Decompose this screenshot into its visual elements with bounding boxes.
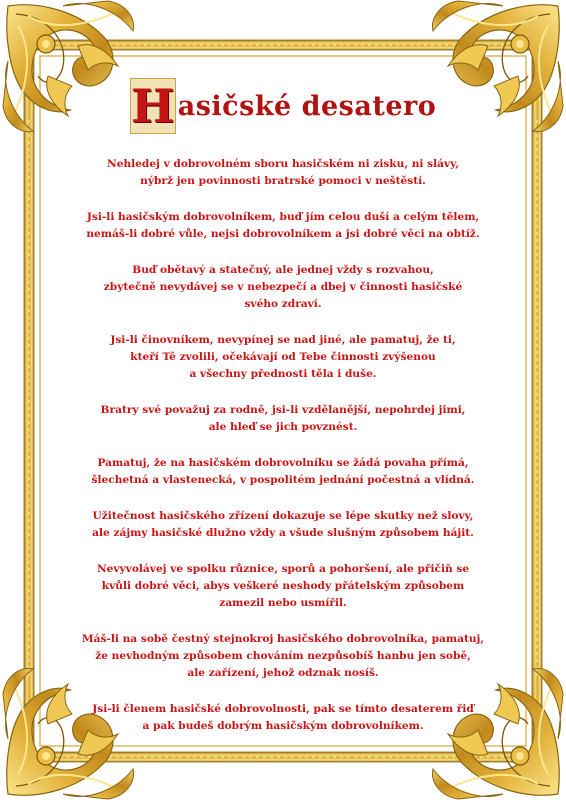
commandment-line: zamezil nebo usmířil.: [219, 597, 347, 609]
commandment-4: [70, 332, 496, 383]
commandment-line: kteří Tě zvolili, očekávají od Tebe činnosti zvýšenou: [130, 351, 436, 363]
commandment-line: že nevhodným způsobem chováním nezpůsobíš hanbu jen sobě,: [95, 650, 471, 662]
commandment-3: [70, 262, 496, 313]
commandment-line: šlechetná a vlastenecká, v pospolitém jednání počestná a vlídná.: [91, 474, 475, 486]
commandment-line: Nehledej v dobrovolném sboru hasičském ni zisku, ni slávy,: [107, 158, 459, 170]
commandment-5: [70, 402, 496, 436]
title-text: asičské desatero: [177, 90, 437, 122]
commandment-line: ale hleď se jich povznést.: [208, 421, 358, 433]
commandment-9: [70, 631, 496, 682]
commandment-line: Buď obětavý a statečný, ale jednej vždy s rozvahou,: [132, 264, 434, 276]
commandment-line: nýbrž jen povinnosti bratrské pomoci v neštěstí.: [140, 175, 426, 187]
commandment-line: Máš-li na sobě čestný stejnokroj hasičského dobrovolníka, pamatuj,: [81, 633, 485, 645]
title-initial-box: [130, 78, 176, 134]
commandment-line: Bratry své považuj za rodně, jsi-li vzdělanější, nepohrdej jimi,: [100, 404, 466, 416]
commandment-line: a pak budeš dobrým hasičským dobrovolníkem.: [142, 720, 424, 732]
commandment-line: kvůli dobré věci, abys veškeré neshody přátelským způsobem: [101, 580, 465, 592]
commandment-line: Pamatuj, že na hasičském dobrovolníku se žádá povaha přímá,: [97, 457, 469, 469]
commandment-line: ale zájmy hasičské dlužno vždy a všude slušným způsobem hájit.: [92, 527, 474, 539]
page-title: [70, 78, 496, 138]
commandment-line: Nevyvolávej ve spolku různice, sporů a pohoršení, ale přičiň se: [96, 563, 470, 575]
commandment-line: Užitečnost hasičského zřízení dokazuje se lépe skutky než slovy,: [92, 510, 474, 522]
commandment-line: Jsi-li činovníkem, nevypínej se nad jiné, ale pamatuj, že ti,: [110, 334, 456, 346]
commandment-6: [70, 455, 496, 489]
commandment-1: [70, 156, 496, 190]
commandment-line: svého zdraví.: [244, 298, 322, 310]
commandment-line: zbytečně nevydávej se v nebezpečí a dbej v činnosti hasičské: [103, 281, 463, 293]
commandments-list: [70, 156, 496, 735]
commandment-2: [70, 209, 496, 243]
commandment-8: [70, 561, 496, 612]
commandment-line: ale zařízení, jehož odznak nosíš.: [187, 667, 379, 679]
commandment-7: [70, 508, 496, 542]
title-initial: H: [131, 79, 175, 133]
commandment-line: a všechny přednosti těla i duše.: [189, 368, 377, 380]
document-content: [70, 78, 496, 732]
commandment-10: [70, 701, 496, 735]
commandment-line: nemáš-li dobré vůle, nejsi dobrovolníkem a jsi dobré věci na obtíž.: [86, 228, 480, 240]
commandment-line: Jsi-li členem hasičské dobrovolnosti, pak se tímto desaterem řiď: [92, 703, 474, 715]
commandment-line: Jsi-li hasičským dobrovolníkem, buď jím celou duší a celým tělem,: [86, 211, 480, 223]
